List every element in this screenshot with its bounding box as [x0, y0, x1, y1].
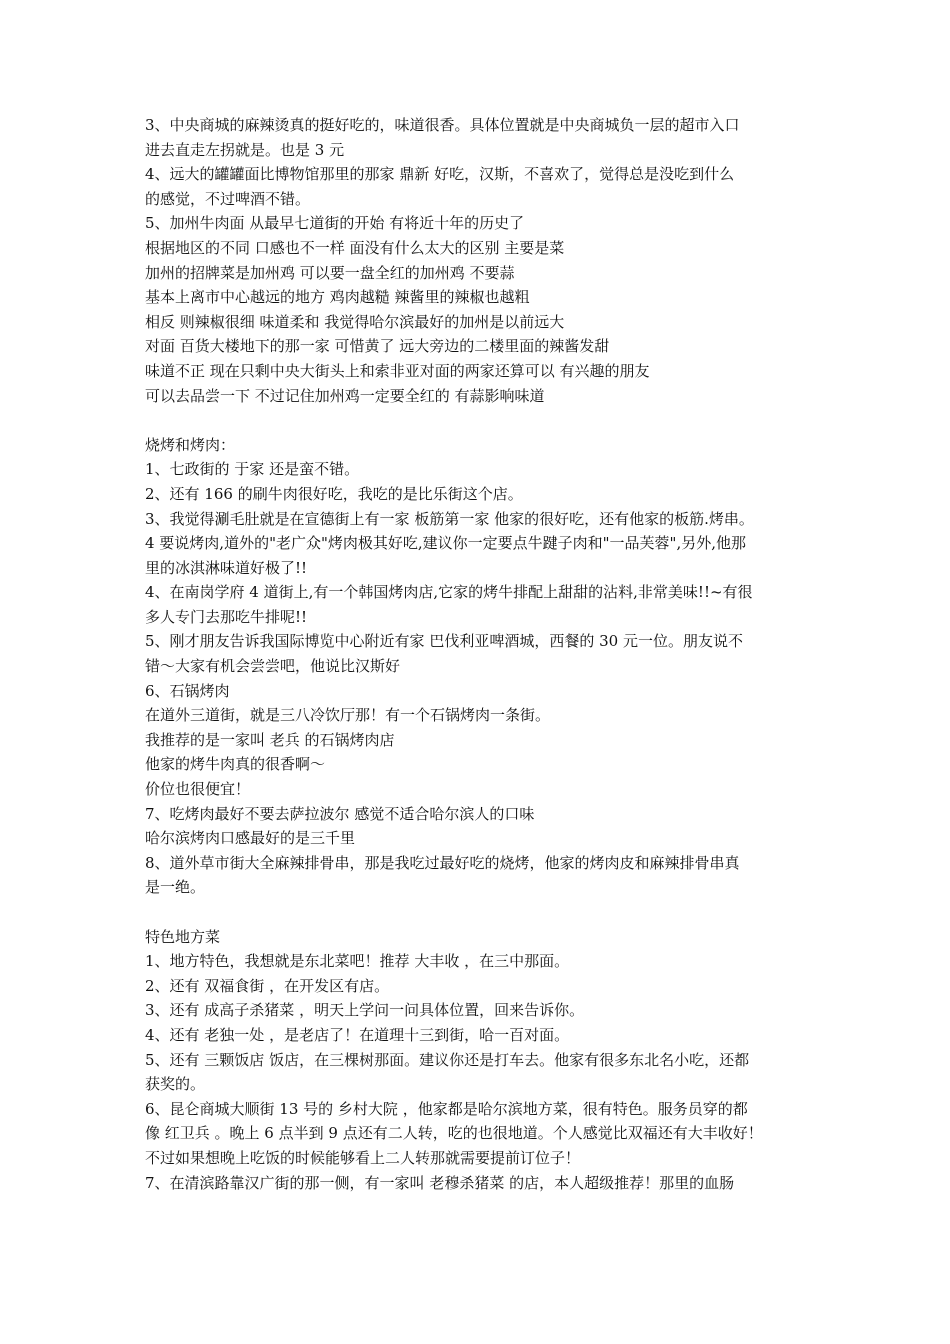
text-line: 相反 则辣椒很细 味道柔和 我觉得哈尔滨最好的加州是以前远大: [145, 312, 565, 331]
text-line: 价位也很便宜！: [145, 780, 251, 799]
text-line: 多人专门去那吃牛排呢!!: [145, 607, 308, 626]
text-line: 在道外三道街，就是三八冷饮厅那！有一个石锅烤肉一条街。: [145, 706, 551, 725]
text-line: 的感觉，不过啤酒不错。: [145, 189, 311, 208]
paragraph-gap: [145, 408, 815, 433]
text-line: 3、我觉得涮毛肚就是在宣德街上有一家 板筋第一家 他家的很好吃，还有他家的板筋.烤串。: [145, 509, 754, 528]
text-line: 不过如果想晚上吃饭的时候能够看上二人转那就需要提前订位子！: [145, 1148, 581, 1167]
text-line: 4、远大的罐罐面比博物馆那里的那家 鼎新 好吃，汉斯，不喜欢了，觉得总是没吃到什么: [145, 165, 735, 184]
section-local-dishes: [145, 925, 815, 1196]
text-line: 4 要说烤肉,道外的"老广众"烤肉极其好吃,建议你一定要点牛踺子肉和"一品芙蓉",另外,他那: [145, 534, 746, 553]
text-line: 是一绝。: [145, 878, 206, 897]
text-line: 对面 百货大楼地下的那一家 可惜黄了 远大旁边的二楼里面的辣酱发甜: [145, 337, 610, 356]
text-line: 获奖的。: [145, 1075, 206, 1094]
document-page: [145, 113, 815, 1195]
text-line: 5、刚才朋友告诉我国际博览中心附近有家 巴伐利亚啤酒城，西餐的 30 元一位。朋友说不: [145, 632, 743, 651]
text-line: 根据地区的不同 口感也不一样 面没有什么太大的区别 主要是菜: [145, 238, 565, 257]
text-line: 烧烤和烤肉：: [145, 435, 236, 454]
text-line: 5、加州牛肉面 从最早七道街的开始 有将近十年的历史了: [145, 214, 525, 233]
text-line: 2、还有 166 的刷牛肉很好吃，我吃的是比乐街这个店。: [145, 484, 523, 503]
section-mala-beef-noodles: [145, 113, 815, 408]
text-line: 1、七政街的 于家 还是蛮不错。: [145, 460, 360, 479]
text-line: 像 红卫兵 。晚上 6 点半到 9 点还有二人转，吃的也很地道。个人感觉比双福还有大丰收好！: [145, 1124, 763, 1143]
text-line: 进去直走左拐就是。也是 3 元: [145, 140, 345, 159]
text-line: 3、还有 成高子杀猪菜 ，明天上学问一问具体位置，回来告诉你。: [145, 1001, 585, 1020]
text-line: 我推荐的是一家叫 老兵 的石锅烤肉店: [145, 730, 395, 749]
text-line: 1、地方特色，我想就是东北菜吧！推荐 大丰收 ，在三中那面。: [145, 952, 570, 971]
text-line: 基本上离市中心越远的地方 鸡肉越糙 辣酱里的辣椒也越粗: [145, 288, 530, 307]
text-line: 6、昆仑商城大顺街 13 号的 乡村大院 ，他家都是哈尔滨地方菜，很有特色。服务员穿的都: [145, 1099, 748, 1118]
text-line: 5、还有 三颗饭店 饭店，在三棵树那面。建议你还是打车去。他家有很多东北名小吃，还都: [145, 1050, 750, 1069]
text-line: 里的冰淇淋味道好极了!!: [145, 558, 308, 577]
text-line: 8、道外草市街大全麻辣排骨串，那是我吃过最好吃的烧烤，他家的烤肉皮和麻辣排骨串真: [145, 853, 740, 872]
text-line: 可以去品尝一下 不过记住加州鸡一定要全红的 有蒜影响味道: [145, 386, 545, 405]
paragraph-gap: [145, 900, 815, 925]
text-line: 4、在南岗学府 4 道街上,有一个韩国烤肉店,它家的烤牛排配上甜甜的沾料,非常美味!!~有很: [145, 583, 753, 602]
text-line: 加州的招牌菜是加州鸡 可以要一盘全红的加州鸡 不要蒜: [145, 263, 515, 282]
text-line: 味道不正 现在只剩中央大街头上和索非亚对面的两家还算可以 有兴趣的朋友: [145, 361, 650, 380]
text-line: 特色地方菜: [145, 927, 221, 946]
text-line: 他家的烤牛肉真的很香啊～: [145, 755, 326, 774]
text-line: 3、中央商城的麻辣烫真的挺好吃的，味道很香。具体位置就是中央商城负一层的超市入口: [145, 116, 740, 134]
section-bbq: [145, 433, 815, 900]
text-line: 哈尔滨烤肉口感最好的是三千里: [145, 829, 356, 848]
text-line: 7、吃烤肉最好不要去萨拉波尔 感觉不适合哈尔滨人的口味: [145, 804, 535, 823]
text-line: 错～大家有机会尝尝吧，他说比汉斯好: [145, 657, 401, 676]
text-line: 7、在清滨路靠汉广街的那一侧，有一家叫 老穆杀猪菜 的店，本人超级推荐！那里的血肠: [145, 1173, 735, 1192]
text-line: 4、还有 老独一处 ，是老店了！在道理十三到街，哈一百对面。: [145, 1025, 570, 1044]
text-line: 2、还有 双福食街 ，在开发区有店。: [145, 976, 390, 995]
text-line: 6、石锅烤肉: [145, 681, 230, 700]
